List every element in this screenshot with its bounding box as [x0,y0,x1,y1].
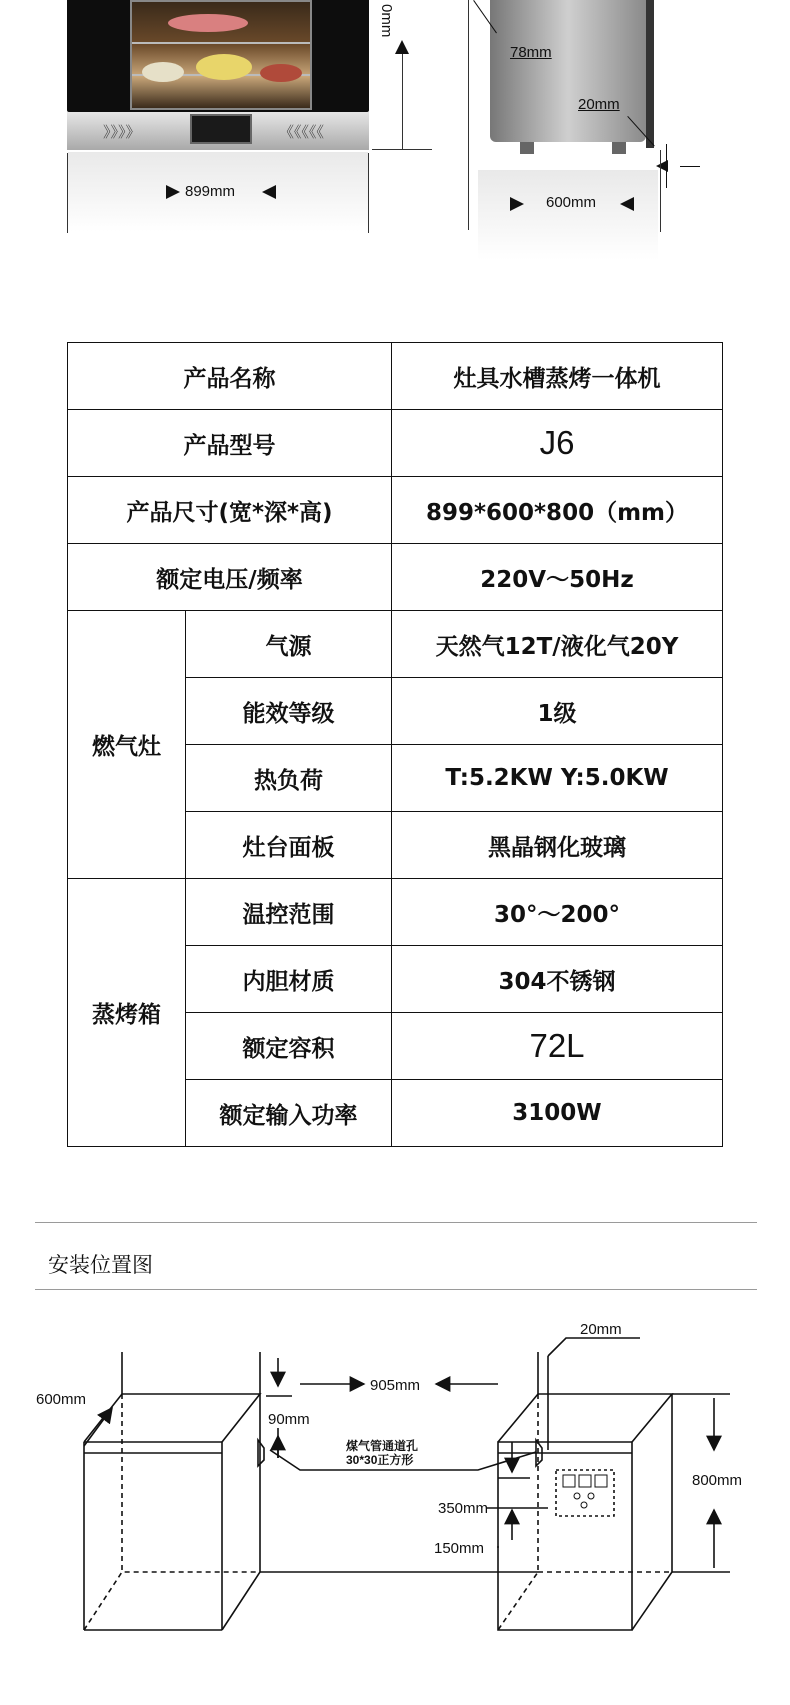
spec-value: 3100W [392,1080,723,1147]
table-row [68,477,723,544]
table-row [68,343,723,410]
spec-value: T:5.2KW Y:5.0KW [392,745,723,812]
socket-slot [579,1475,591,1487]
top-offset-label: 90mm [268,1411,310,1428]
arrow-left-icon [620,197,634,211]
socket-hole [581,1502,587,1508]
gas-hole-label-2: 30*30正方形 [346,1453,414,1467]
width-dim-label: 899mm [185,183,236,200]
socket-low-label: 150mm [434,1540,485,1557]
dim-line [660,150,661,232]
appliance-side [490,0,646,142]
food-plate [196,54,252,80]
spec-label: 能效等级 [186,678,392,745]
leader-line [548,1338,640,1356]
spec-value: 1级 [392,678,723,745]
food-plate [168,14,248,32]
divider [35,1222,757,1223]
dim-line [680,166,700,167]
divider [35,1289,757,1290]
depth-dim-label: 600mm [546,194,597,211]
dim-line [372,149,432,150]
gas-hole-left [258,1440,264,1466]
spec-label: 产品尺寸(宽*深*高) [68,477,392,544]
socket-hole [588,1493,594,1499]
table-row [68,611,723,678]
food-plate [260,64,302,82]
height-label: 800mm [692,1472,743,1489]
back-gap-label: 20mm [578,96,620,113]
arrow-up-icon [395,40,409,54]
spec-label: 气源 [186,611,392,678]
socket-box [556,1470,614,1516]
dim-line [468,0,469,230]
spec-value: 灶具水槽蒸烤一体机 [392,343,723,410]
vent-left: 》》》》 [103,123,141,141]
table-row [68,410,723,477]
spec-value: 304不锈钢 [392,946,723,1013]
arrow-right-icon [510,197,524,211]
socket-height-label: 350mm [438,1500,489,1517]
spec-label: 温控范围 [186,879,392,946]
dim-line [402,54,403,150]
dim-line [122,1352,538,1394]
spec-value: J6 [392,410,723,477]
appliance-base [67,112,369,150]
spec-value: 220V～50Hz [392,544,723,611]
spec-label: 额定容积 [186,1013,392,1080]
depth-arrow [84,1408,112,1446]
spec-label: 热负荷 [186,745,392,812]
floor-shadow-side [478,170,658,260]
right-cabinet-side [632,1394,672,1630]
gap-label: 20mm [580,1321,622,1338]
control-panel [190,114,252,144]
gas-hole-label-1: 煤气管通道孔 [346,1439,419,1453]
oven-rack [132,42,310,44]
left-cabinet-front [84,1442,222,1630]
group-label: 蒸烤箱 [68,879,186,1147]
spec-label: 产品型号 [68,410,392,477]
depth-label: 600mm [36,1391,87,1408]
spec-label: 额定输入功率 [186,1080,392,1147]
spec-label: 产品名称 [68,343,392,410]
oven-window [130,0,312,110]
width-label: 905mm [370,1377,421,1394]
food-plate [142,62,184,82]
group-label: 燃气灶 [68,611,186,879]
spec-label: 额定电压/频率 [68,544,392,611]
table-row [68,544,723,611]
appliance-back-panel [646,0,654,148]
right-cabinet-hidden [498,1394,672,1630]
right-cabinet-top [498,1394,672,1442]
installation-diagram [0,1300,790,1705]
foot [612,142,626,154]
depth-top-label: 78mm [510,44,552,61]
dim-line [67,153,68,233]
left-cabinet-top [84,1394,260,1442]
socket-slot [563,1475,575,1487]
foot [520,142,534,154]
dim-line [666,144,667,188]
arrow-left-icon [262,185,276,199]
vent-right: 《《《《《 [279,123,325,141]
spec-value: 天然气12T/液化气20Y [392,611,723,678]
spec-label: 内胆材质 [186,946,392,1013]
socket-slot [595,1475,607,1487]
socket-hole [574,1493,580,1499]
spec-value: 黑晶钢化玻璃 [392,812,723,879]
spec-table [67,342,723,1147]
product-dimension-drawing [0,0,790,300]
section-title: 安装位置图 [48,1253,153,1277]
spec-value: 30°～200° [392,879,723,946]
table-row [68,879,723,946]
spec-value: 899*600*800（mm） [392,477,723,544]
left-cabinet-hidden [84,1394,260,1630]
spec-label: 灶台面板 [186,812,392,879]
left-cabinet-side [222,1394,260,1630]
spec-value: 72L [392,1013,723,1080]
arrow-right-icon [166,185,180,199]
dim-line [368,153,369,233]
height-dim-label: 0mm [378,4,395,38]
